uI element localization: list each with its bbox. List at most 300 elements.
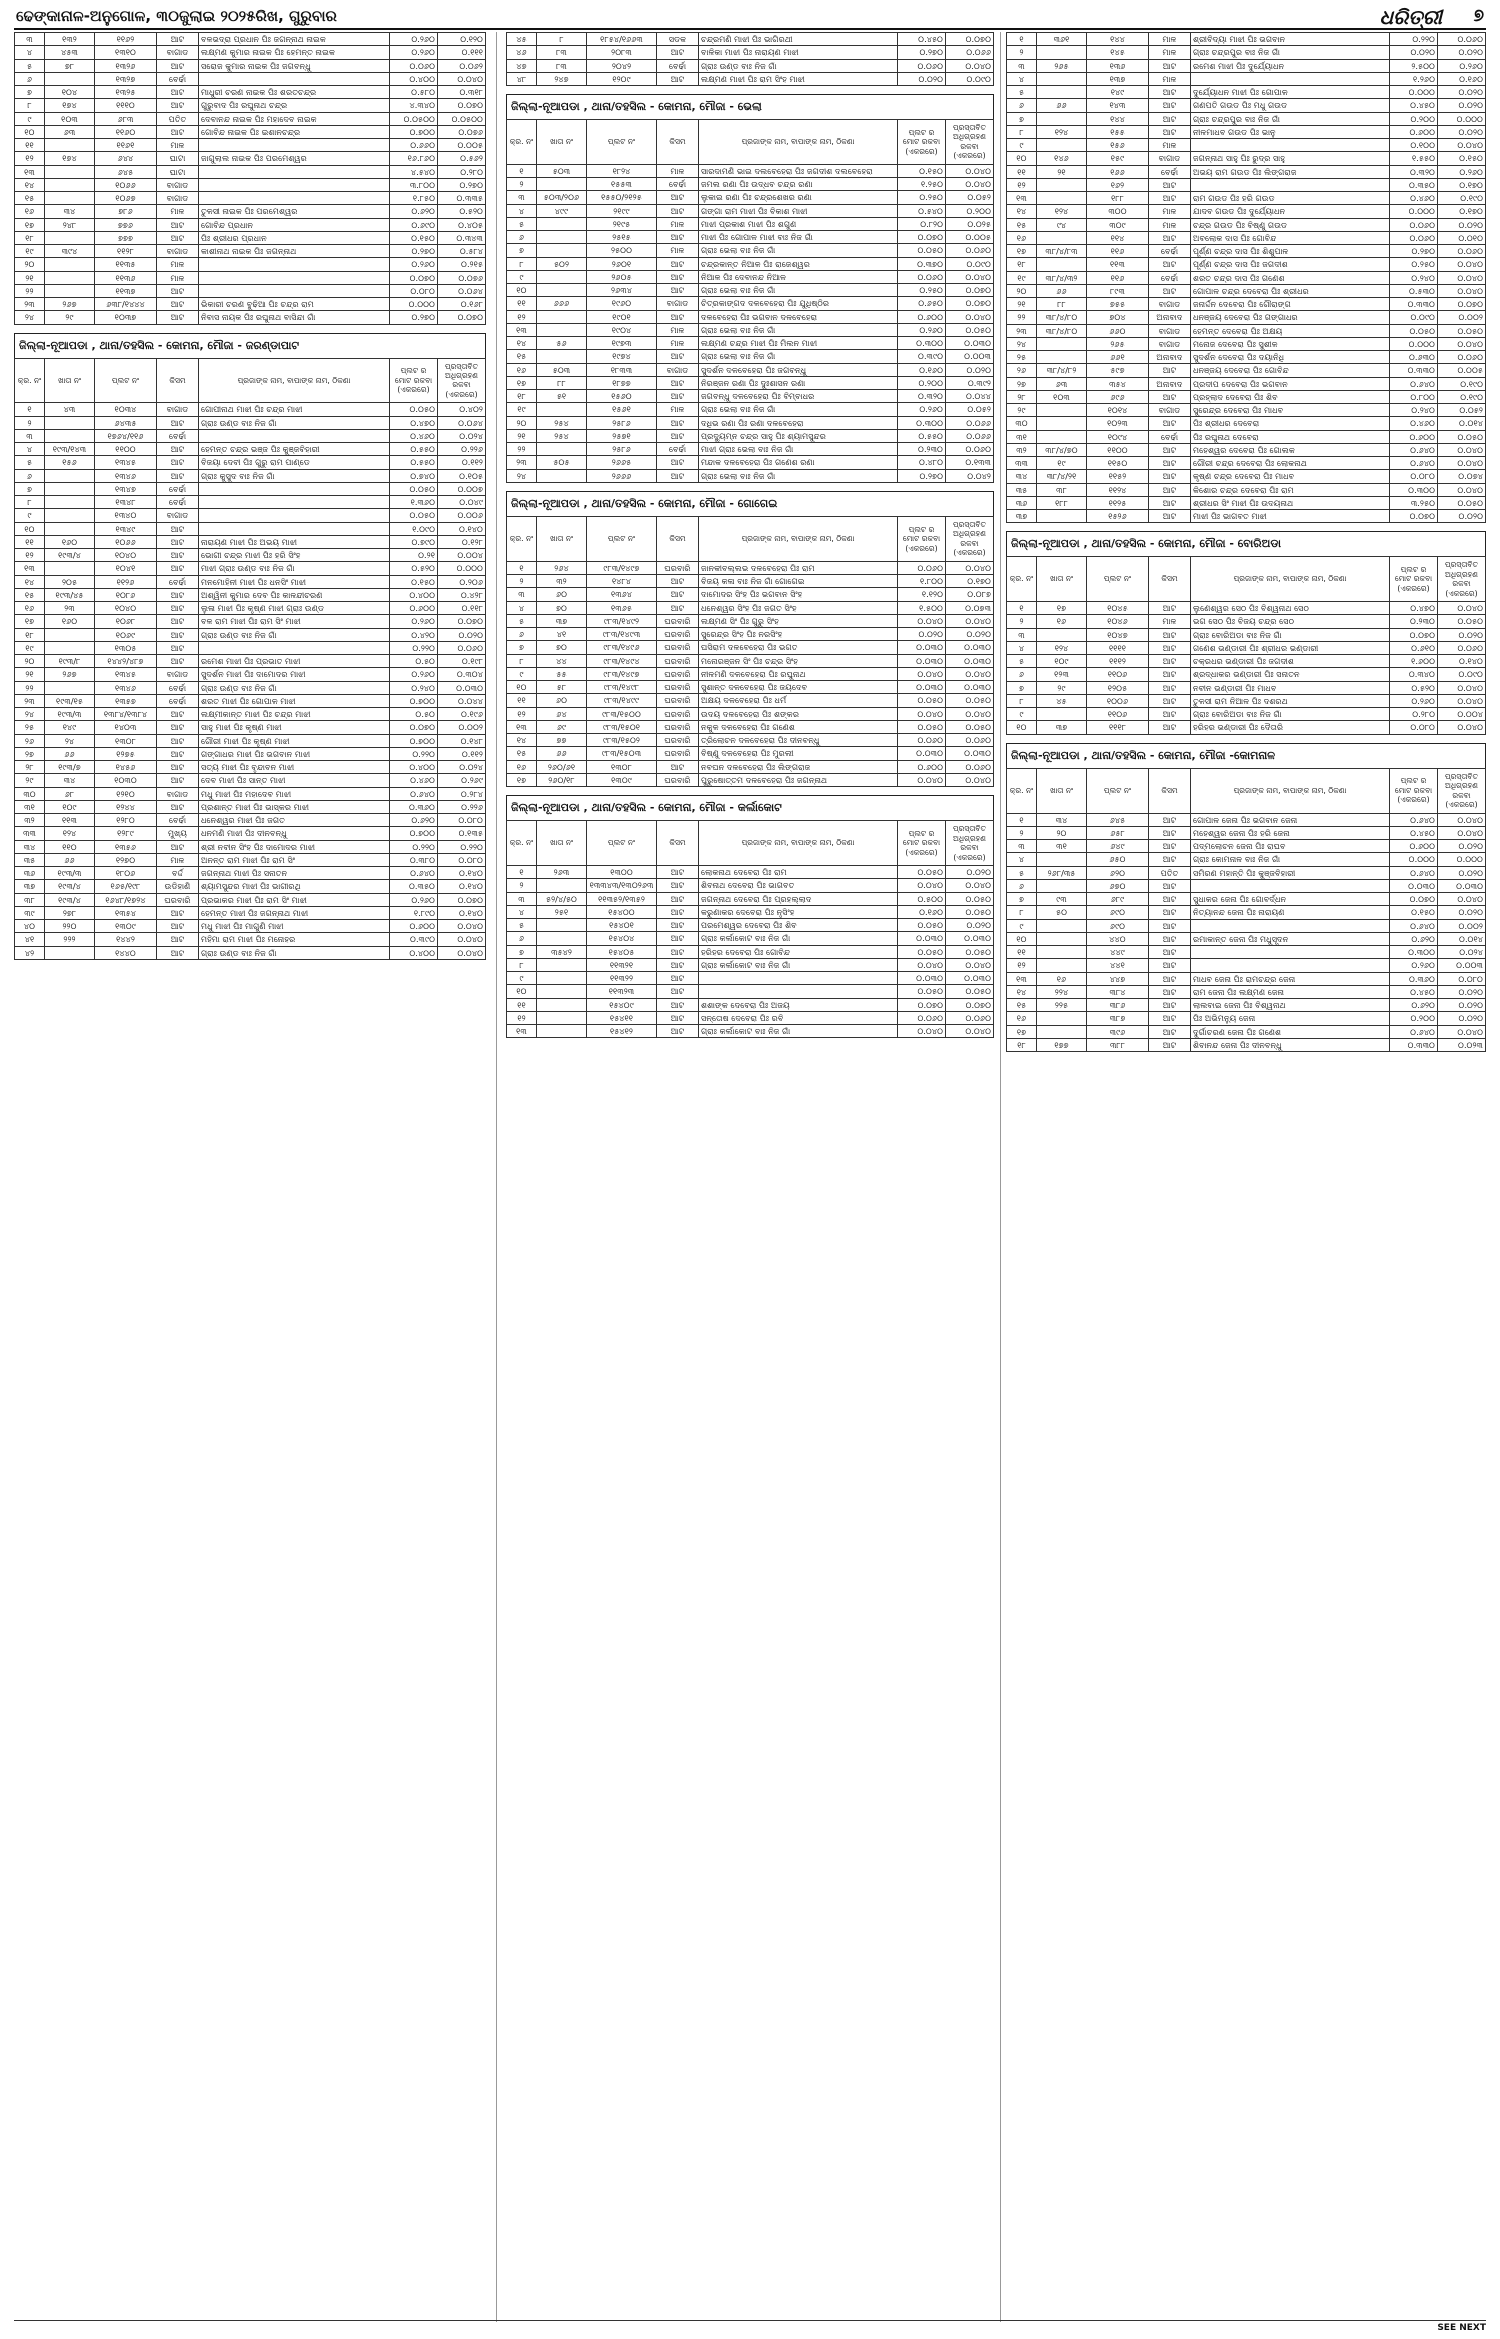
cell-serial-no: ୧୨ [507,707,537,720]
cell-serial-no: ୨ [507,879,537,892]
cell-total-area: ୧.୮୫୦ [390,192,438,205]
cell-kisam: ଆଟ [1149,496,1191,509]
cell-serial-no: ୧୯ [1007,271,1037,284]
cell-kisam: ଘରବାରି [657,747,699,760]
cell-kisam: ଘରବାରି [657,773,699,786]
cell-serial-no: ୧୮ [1007,258,1037,271]
cell-owner-name: ନିରଞ୍ଜନ ରଣା ପିଃ ଦୁଃଶାସନ ରଣା [699,376,898,389]
table-row [1007,72,1486,85]
table-row [1007,311,1486,324]
table-row [1007,245,1486,258]
table-row [15,165,486,178]
cell-serial-no: ୧ [1007,813,1037,826]
cell-plot-no: ୧୮୩୩ [587,363,657,376]
cell-owner-name: ମାଝୀ ଗ୍ରାଃ ଭେଲା ବାଃ ନିଜ ଗାଁ [699,443,898,456]
cell-serial-no: ୧୩ [15,562,45,575]
cell-khata-no: ୬୬ [1037,284,1087,297]
cell-khata-no [1037,112,1087,125]
cell-acquired-area: ୦.୧୦୫ [438,469,486,482]
cell-serial-no: ୧୩ [507,1025,537,1038]
cell-serial-no: ୪ [507,905,537,918]
notice-section [14,32,486,325]
table-row [1007,708,1486,721]
cell-plot-no: ୧୩୬ [1087,59,1149,72]
cell-total-area: ୦.୬୨୦ [1390,999,1438,1012]
table-row [1007,152,1486,165]
table-row [1007,1012,1486,1025]
table-row [1007,298,1486,311]
cell-owner-name: ଗ୍ରାଃ ଭେଲା ବାଃ ନିଜ ଗାଁ [699,469,898,482]
cell-owner-name: ପିଃ ରଘୁନାଥ ଦେବେରା [1191,430,1390,443]
cell-owner-name: ସୁରେନ୍ଦ୍ର ସିଂହ ପିଃ ନରସିଂହ [699,628,898,641]
cell-total-area: ୦.୪୮୦ [898,456,946,469]
cell-acquired-area: ୦.୦୦୬ [438,509,486,522]
cell-owner-name: ଗଙ୍ଗା ରାମ ମାଝୀ ପିଃ ବିକାଶ ମାଝୀ [699,204,898,217]
table-row [507,654,994,667]
cell-serial-no: ୧୨ [15,549,45,562]
cell-kisam: ଆଟ [657,866,699,879]
cell-acquired-area: ୦.୨୬୦ [1438,59,1486,72]
cell-serial-no: ୨୮ [1007,390,1037,403]
cell-kisam: ବେର୍ଢା [1149,271,1191,284]
cell-total-area: ୦.୫୮୦ [390,86,438,99]
table-row [15,946,486,959]
cell-acquired-area: ୦.୦୨୦ [1438,628,1486,641]
cell-acquired-area: ୦.୩୪୩ [438,231,486,244]
cell-owner-name: ରାମ ଜେନା ପିଃ ଲକ୍ଷ୍ମଣ ଜେନା [1191,985,1390,998]
cell-khata-no [1037,919,1087,932]
cell-total-area: ୦.୪୬୦ [390,774,438,787]
cell-acquired-area: ୦.୦୪୦ [438,920,486,933]
cell-kisam: ମାଳ [157,853,199,866]
cell-khata-no: ୫୦୩ [537,164,587,177]
cell-total-area: ୦.୬୧୦ [1390,641,1438,654]
cell-owner-name: ଜଗନ୍ନାଥ ମାଝୀ ପିଃ ସନାତନ [199,867,390,880]
cell-kisam: ଘରବାରି [657,614,699,627]
cell-khata-no [45,231,95,244]
cell-khata-no: ୨୨୪ [1037,985,1087,998]
cell-acquired-area: ୦.୦୪୦ [946,310,994,323]
cell-serial-no: ୩ [1007,628,1037,641]
cell-owner-name: ଗ୍ରାଃ ଉଣ୍ଡ ବାଃ ନିଜ ଗାଁ [199,946,390,959]
cell-serial-no: ୨୩ [15,298,45,311]
cell-total-area: ୦.୬୫୦ [898,297,946,310]
cell-khata-no: ୧୯୩/୪ [45,549,95,562]
cell-khata-no: ୫୨/୪/୫୦ [537,892,587,905]
table-row [15,549,486,562]
cell-owner-name: ଲୁକାଇ ରଣା ପିଃ ଚନ୍ଦ୍ରଶେଖର ରଣା [699,191,898,204]
cell-total-area: ୦.୨୨୦ [390,747,438,760]
cell-plot-no: ୧୫୪୦୫ [587,945,657,958]
cell-kisam: ଆଟ [1149,1012,1191,1025]
cell-owner-name: ନୀଳମଣି ଦଳବେହେରା ପିଃ ରଘୁନାଥ [699,667,898,680]
table-row [15,628,486,641]
header-khata-no: ଖାତା ନଂ [1037,768,1087,813]
cell-acquired-area: ୦.୦୭୬ [438,271,486,284]
cell-serial-no: ୧୨ [507,310,537,323]
cell-khata-no: ୩୨ [537,575,587,588]
cell-serial-no: ୨୩ [507,456,537,469]
cell-total-area: ୦.୦୦୦ [1390,337,1438,350]
cell-plot-no: ୧୫୪୦୪ [587,932,657,945]
cell-kisam: ଆଟ [1149,879,1191,892]
cell-plot-no: ୧୦୬୭ [95,192,157,205]
cell-kisam: ଘରବାରି [657,561,699,574]
table-row [507,1025,994,1038]
cell-owner-name [199,509,390,522]
cell-kisam: ଘରବାରି [657,628,699,641]
table-row [1007,853,1486,866]
header-acquired-area: ପ୍ରସ୍ତାବିତ ଅଧିଗ୍ରହଣ ରକବା (ଏକରରେ) [438,358,486,403]
cell-serial-no: ୨୨ [15,681,45,694]
cell-acquired-area: ୦.୦୬୦ [946,760,994,773]
table-row [15,284,486,297]
cell-plot-no: ୧୧୧୦ [95,99,157,112]
cell-serial-no: ୬ [1007,99,1037,112]
cell-total-area: ୦.୩୭୦ [898,257,946,270]
cell-acquired-area: ୦.୦୪୦ [1438,826,1486,839]
table-row [15,403,486,416]
cell-kisam: ମାଳ [157,258,199,271]
cell-khata-no [1037,258,1087,271]
cell-kisam: ଆଟ [157,535,199,548]
cell-owner-name: ନିଆଳ ପିଃ ଦେବାନନ୍ଦ ନିଆଳ [699,270,898,283]
cell-owner-name: ଚକ୍ରଧର ଭଣ୍ଡାରୀ ପିଃ ଜଗଦୀଶ [1191,655,1390,668]
cell-total-area: ୦.୫୫୦ [390,456,438,469]
cell-acquired-area: ୦.୦୩୦ [946,747,994,760]
cell-total-area: ୦.୦୫୦୦ [390,112,438,125]
cell-khata-no: ୧୯୩/୩ [45,867,95,880]
cell-kisam: ଆଟ [657,998,699,1011]
cell-serial-no: ୧ [507,164,537,177]
cell-acquired-area: ୦.୦୪୦ [1438,813,1486,826]
cell-khata-no: ୩୪ [45,205,95,218]
cell-kisam: ଆଟ [657,760,699,773]
header-serial-no: କ୍ର. ନଂ [507,821,537,866]
cell-total-area: ୦.୨୮୦ [1390,708,1438,721]
cell-acquired-area: ୦.୦୦୫ [438,139,486,152]
cell-serial-no: ୧ [1007,33,1037,46]
table-row [1007,641,1486,654]
header-kisam: କିସମ [657,120,699,165]
cell-serial-no: ୧୫ [1007,999,1037,1012]
cell-acquired-area: ୦.୦୬୪ [438,284,486,297]
cell-kisam: ଆଟ [657,905,699,918]
cell-acquired-area: ୦.୦୯୦ [946,72,994,85]
cell-owner-name: ନବୀନ ଭଣ୍ଡାରୀ ପିଃ ମାଧବ [1191,681,1390,694]
cell-khata-no: ୬୬ [45,853,95,866]
cell-plot-no: ୧୦୧୪ [1087,404,1149,417]
cell-acquired-area: ୦.୦୪୦ [946,1025,994,1038]
cell-plot-no: ୧୩୬୫ [587,601,657,614]
table-row [15,721,486,734]
cell-plot-no: ୧୧୩୨୧ [587,958,657,971]
cell-total-area: ୦.୪୫୦ [1390,826,1438,839]
cell-serial-no: ୨୬ [1007,364,1037,377]
cell-acquired-area: ୦.୦୪୦ [1438,483,1486,496]
cell-owner-name: ପ୍ରଶାନ୍ତ ମାଝୀ ପିଃ ଭାସ୍କର ମାଝୀ [199,800,390,813]
cell-owner-name [199,139,390,152]
table-row [507,945,994,958]
cell-khata-no: ୩୭ [1037,721,1087,734]
cell-acquired-area: ୦.୦୦୫ [1438,364,1486,377]
cell-acquired-area: ୦.୦୪୦ [946,879,994,892]
cell-acquired-area: ୦.୦୨୦ [1438,840,1486,853]
cell-kisam: ଆଟ [157,774,199,787]
cell-kisam: ଆଟ [157,708,199,721]
table-row [507,178,994,191]
cell-acquired-area: ୦.୦୭୦ [438,893,486,906]
cell-total-area: ୧.୨୬୦ [1390,72,1438,85]
table-row [15,880,486,893]
cell-kisam: ଆଟ [157,721,199,734]
cell-serial-no: ୩୮ [15,893,45,906]
cell-plot-no: ୬୮୩ [95,112,157,125]
table-row [15,218,486,231]
notice-section [506,491,994,787]
cell-plot-no: ୨୬୬୫ [587,456,657,469]
header-khata-no: ଖାତା ନଂ [537,821,587,866]
cell-plot-no: ୧୩୪୦ [95,509,157,522]
cell-total-area: ୦.୬୦୦ [898,310,946,323]
cell-acquired-area: ୦.୦୪୦ [1438,893,1486,906]
table-row [507,284,994,297]
cell-serial-no: ୩୫ [1007,483,1037,496]
cell-kisam: ଆଟ [657,350,699,363]
cell-plot-no: ୧୫୫୩ [587,178,657,191]
cell-kisam: ଆଟ [657,575,699,588]
cell-owner-name: ପୂର୍ଣ୍ଣ ଚନ୍ଦ୍ର ଦାସ ପିଃ ଜଗଦୀଶ [1191,258,1390,271]
table-row [507,601,994,614]
cell-acquired-area: ୦.୨୬୯ [438,774,486,787]
cell-plot-no: ୧୬୬ [1087,165,1149,178]
cell-total-area: ୦.୩୩୦ [1390,1038,1438,1051]
table-row [1007,284,1486,297]
table-row [1007,470,1486,483]
cell-khata-no: ୧୯୩/୪୫ [45,588,95,601]
cell-total-area: ୦.୦୪୦ [898,1025,946,1038]
cell-kisam: ଆଟ [1149,906,1191,919]
table-row [1007,919,1486,932]
cell-owner-name: ଚିତ୍ରକାଙ୍ଗଦ ଦଳବେହେରା ପିଃ ଯୁଧିଷ୍ଠିର [699,297,898,310]
cell-kisam: ଆଟ [157,588,199,601]
table-row [15,575,486,588]
cell-plot-no: ୬୯୦ [1087,919,1149,932]
cell-kisam: ଆଟ [657,72,699,85]
cell-owner-name: ପିଃ ଶ୍ରୀଧର ଦେବେରା [1191,417,1390,430]
cell-khata-no: ୩୮/୪/୨୧ [1037,470,1087,483]
cell-acquired-area: ୦.୦୦୨ [438,721,486,734]
cell-serial-no: ୪ [1007,641,1037,654]
cell-plot-no: ୭୦୪ [1087,311,1149,324]
cell-khata-no: ୬୦ [537,694,587,707]
cell-total-area: ୦.୨୬୦ [390,893,438,906]
table-header-row [507,516,994,561]
cell-total-area: ୦.୦୬୦ [1390,218,1438,231]
cell-owner-name: ବଳ ରାମ ମାଝୀ ପିଃ ରାମ ସିଂ ମାଝୀ [199,615,390,628]
cell-khata-no: ୨୦୫ [45,575,95,588]
cell-owner-name: ଜମଲ ରଣା ପିଃ ଉଦ୍ଧବ ଚନ୍ଦ୍ର ରଣା [699,178,898,191]
cell-owner-name: ଗ୍ରାଃ ବୋରିଅଡା ବାଃ ନିଜ ଗାଁ [1191,628,1390,641]
cell-owner-name: ଗୋପାଳ ଜେନା ପିଃ ଭଗବାନ ଜେନା [1191,813,1390,826]
table-header-row [1007,768,1486,813]
cell-total-area: ୦.୦୨୦ [1390,46,1438,59]
cell-plot-no: ୧୩୦୦ [587,866,657,879]
cell-plot-no: ୧୦୬୬ [95,178,157,191]
cell-kisam: ଆଟ [657,919,699,932]
cell-owner-name: ଲୁଳା ମାଝୀ ପିଃ କୃଷ୍ଣ ମାଝୀ ଗ୍ରାଃ ଉଣ୍ଡ [199,602,390,615]
cell-khata-no [45,258,95,271]
cell-acquired-area: ୦.୦୪୪ [438,694,486,707]
table-row [507,892,994,905]
cell-acquired-area: ୦.୧୧୨ [438,747,486,760]
cell-khata-no: ୧୬ [1037,972,1087,985]
cell-owner-name: ହେମନ୍ତ ଦେବେରା ପିଃ ଅକ୍ଷୟ [1191,324,1390,337]
cell-khata-no: ୧୯୩/୩ [45,708,95,721]
table-row [507,456,994,469]
cell-plot-no: ୩୮୭ [1087,1012,1149,1025]
cell-owner-name: ଲକ୍ଷ୍ମଣ ଚନ୍ଦ୍ର ମାଝୀ ପିଃ ମିଲନ ମାଝୀ [699,337,898,350]
cell-serial-no: ୨୨ [15,284,45,297]
cell-serial-no: ୫ [15,456,45,469]
cell-kisam: ବେର୍ଢା [157,482,199,495]
cell-serial-no: ୩୪ [15,840,45,853]
table-row [1007,840,1486,853]
cell-kisam: ବାଗାଡ [657,363,699,376]
cell-total-area: ୦.୨୦୦ [1390,1012,1438,1025]
cell-serial-no: ୪୭ [507,59,537,72]
table-row [1007,999,1486,1012]
cell-total-area: ୦.୭୪୦ [390,469,438,482]
table-row [1007,46,1486,59]
cell-total-area: ୦.୧୫୦ [1390,906,1438,919]
cell-total-area: ୦.୦୪୦ [898,614,946,627]
cell-serial-no: ୨୫ [1007,351,1037,364]
cell-plot-no: ୨୬୦୧ [587,257,657,270]
cell-total-area: ୧.୧୨୦ [898,588,946,601]
cell-kisam: ଉଡିହାଣି [157,880,199,893]
cell-kisam: ଆଟ [1149,192,1191,205]
cell-owner-name: ବାଳିକା ମାଝୀ ପିଃ ନାରାୟଣ ମାଝୀ [699,46,898,59]
cell-total-area: ୦.୩୨୦ [898,390,946,403]
cell-plot-no: ୬୬୦ [1087,324,1149,337]
table-row [15,708,486,721]
cell-owner-name: ଶିବାନନ୍ଦ ଜେନା ପିଃ ଦୀନବନ୍ଧୁ [1191,1038,1390,1051]
cell-acquired-area: ୦.୨୬୦ [1438,165,1486,178]
cell-plot-no: ୧୩୭ [1087,72,1149,85]
cell-serial-no: ୩ [1007,59,1037,72]
table-row [507,628,994,641]
cell-total-area: ୦.୦୦୦ [390,298,438,311]
table-row [15,933,486,946]
cell-acquired-area: ୦.୧୭୦ [946,575,994,588]
cell-kisam: ଆଟ [157,298,199,311]
cell-acquired-area: ୦.୪୨୮ [438,588,486,601]
cell-plot-no: ୧୧୦୦ [95,443,157,456]
cell-total-area: ୦.୨୭୦ [898,46,946,59]
cell-serial-no: ୩୬ [15,867,45,880]
cell-total-area: ୧.୩୬୦ [390,496,438,509]
cell-owner-name: ଧନେଶ୍ୱର ମାଝୀ ପିଃ ଜଗତ [199,814,390,827]
cell-acquired-area: ୦.୦୭୦ [946,998,994,1011]
cell-serial-no: ୭ [507,641,537,654]
cell-serial-no: ୨୨ [1007,311,1037,324]
cell-khata-no [1037,959,1087,972]
table-row [15,867,486,880]
cell-kisam: ଆଟ [1149,959,1191,972]
cell-owner-name: ଭୋଗୀ ଚନ୍ଦ୍ର ମାଝୀ ପିଃ ହରି ସିଂହ [199,549,390,562]
cell-serial-no: ୬ [1007,879,1037,892]
cell-kisam: ଆଟ [1149,628,1191,641]
cell-kisam: ବେର୍ଢା [157,575,199,588]
cell-serial-no: ୨ [15,416,45,429]
cell-serial-no: ୨୧ [507,429,537,442]
cell-khata-no [537,178,587,191]
cell-acquired-area: ୦.୦୪୦ [946,561,994,574]
cell-kisam: ଆଟ [1149,853,1191,866]
cell-plot-no: ୨୦୪୨ [587,59,657,72]
cell-kisam: ଆଟ [157,99,199,112]
cell-total-area: ୦.୦୫୦ [898,866,946,879]
cell-total-area: ୦.୦୫୦ [898,919,946,932]
cell-acquired-area: ୦.୦୩୦ [946,654,994,667]
cell-kisam: ମାଳ [657,323,699,336]
cell-owner-name: ସନ୍ତୋଷ ଦେବେରା ପିଃ ରବି [699,1011,898,1024]
cell-plot-no: ୧୬୨ [1087,178,1149,191]
cell-owner-name: ଶ୍ରଦ୍ଧାକର ଭଣ୍ଡାରୀ ପିଃ ସନାତନ [1191,668,1390,681]
cell-kisam: ଆଟ [1149,999,1191,1012]
cell-acquired-area: ୦.୨୨୬ [438,443,486,456]
table-row [507,337,994,350]
table-row [507,403,994,416]
cell-kisam: ଆଟ [157,800,199,813]
cell-khata-no [45,482,95,495]
cell-total-area: ୦.୪୦୦ [390,588,438,601]
cell-serial-no: ୧୦ [507,284,537,297]
cell-khata-no: ୧୭ [1037,602,1087,615]
cell-khata-no: ୩୫୪୨ [537,945,587,958]
cell-total-area: ୦.୦୭୦ [390,271,438,284]
header-total-area: ପ୍ଲଟ ର ମୋଟ ରକବା (ଏକରରେ) [1390,557,1438,602]
cell-plot-no: ୯୮୩/୧୪୯୭ [587,561,657,574]
cell-khata-no: ୬୬ [537,747,587,760]
cell-serial-no: ୪୫ [507,33,537,46]
cell-khata-no: ୩୮/୪/୮୦ [1037,311,1087,324]
cell-kisam: ଆଟ [157,456,199,469]
cell-serial-no: ୨୦ [15,655,45,668]
cell-acquired-area: ୦.୪୦୨ [438,403,486,416]
cell-owner-name [199,192,390,205]
cell-acquired-area: ୦.୦୨୫ [946,217,994,230]
cell-plot-no: ୧୧୩୬ [95,271,157,284]
cell-khata-no [45,509,95,522]
cell-serial-no: ୧୦ [507,985,537,998]
cell-serial-no: ୩୬ [1007,496,1037,509]
cell-khata-no: ୪୩ [45,403,95,416]
cell-khata-no: ୨୬୩ [537,866,587,879]
table-row [507,707,994,720]
cell-acquired-area: ୦.୨୮୦ [438,165,486,178]
cell-total-area: ୦.୬୪୦ [1390,457,1438,470]
cell-plot-no: ୧୬୪୮/୧୭୨୪ [95,893,157,906]
cell-owner-name: କରୁଣାକର ଦେବେରା ପିଃ ନୃସିଂହ [699,905,898,918]
cell-total-area: ୦.୦୨୦ [898,72,946,85]
cell-kisam: ବାଗାଡ [657,297,699,310]
cell-acquired-area: ୦.୦୦୦ [1438,853,1486,866]
cell-owner-name [199,271,390,284]
cell-owner-name [1191,946,1390,959]
cell-serial-no: ୧୮ [15,231,45,244]
